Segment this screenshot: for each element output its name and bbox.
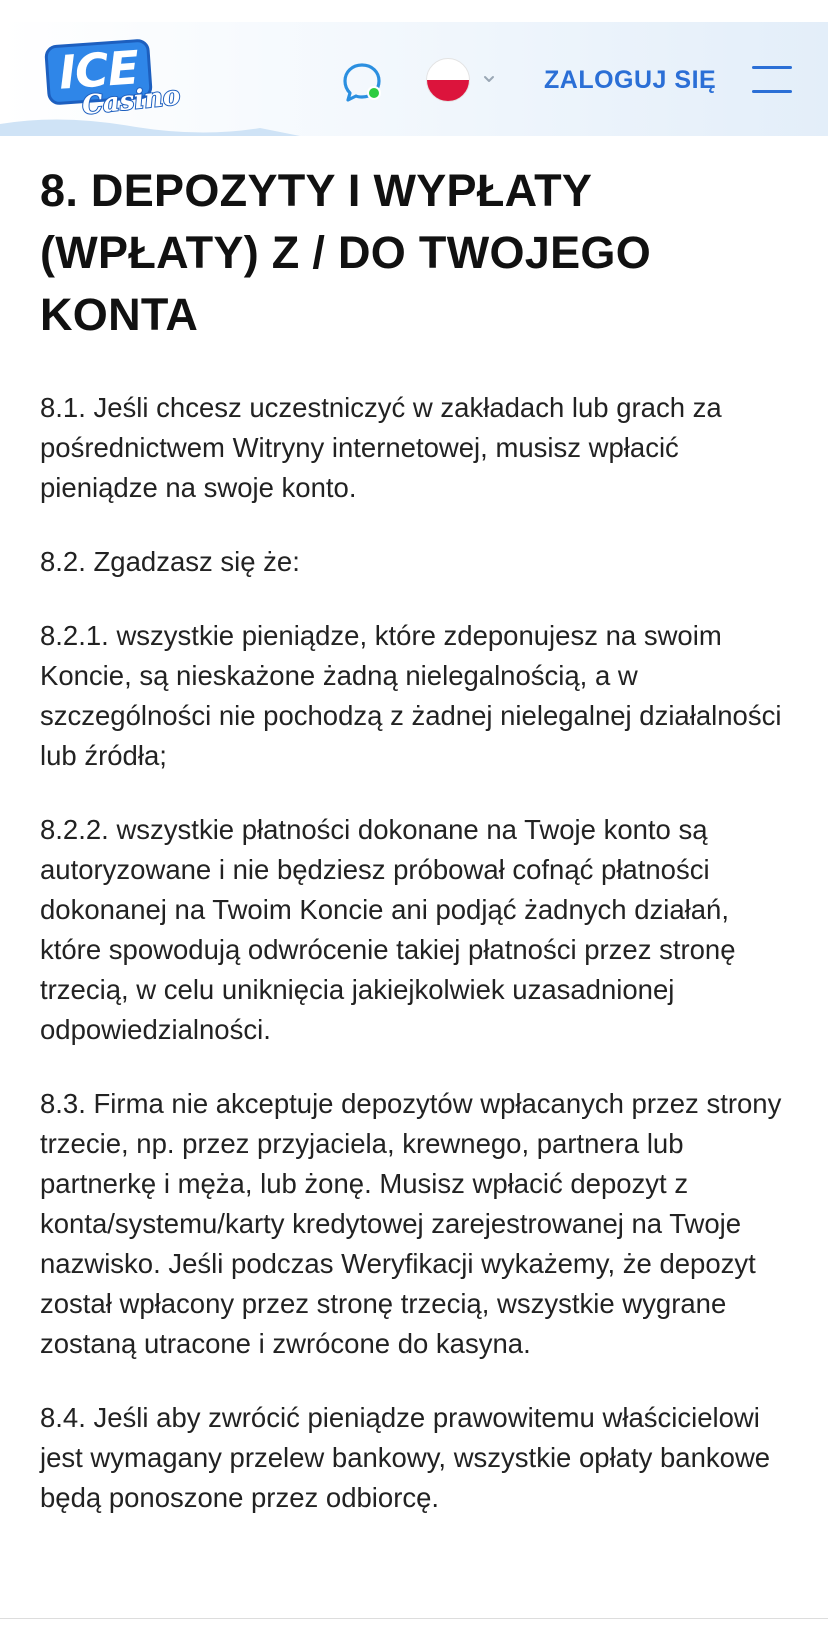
logo-ice-text: ICE: [44, 38, 153, 105]
chevron-down-icon: [482, 72, 496, 86]
login-button[interactable]: ZALOGUJ SIĘ: [544, 66, 717, 94]
ice-casino-logo[interactable]: [46, 40, 182, 122]
logo-casino-text: Casino: [80, 80, 182, 122]
chat-bubble-icon[interactable]: [340, 60, 384, 104]
paragraph-8-2-1: 8.2.1. wszystkie pieniądze, które zdeponujesz na swoim Koncie, są nieskażone żadną nielegalnością, a w szczególności nie pochodzą z żadnej nielegalnej działalności lub źródła;: [40, 620, 782, 771]
site-header: [0, 22, 828, 136]
paragraph-8-2: 8.2. Zgadzasz się że:: [40, 546, 300, 577]
bottom-divider: [0, 1618, 828, 1619]
hamburger-menu-icon[interactable]: [752, 62, 794, 98]
paragraph-8-2-2: 8.2.2. wszystkie płatności dokonane na Twoje konto są autoryzowane i nie będziesz próbował cofnąć płatności dokonanej na Twoim Koncie ani podjąć żadnych działań, które spowodują odwrócenie takiej płatności przez stronę trzecią, w celu uniknięcia jakiejkolwiek uzasadnionej odpowiedzialności.: [40, 814, 736, 1045]
language-selector[interactable]: [426, 58, 502, 102]
article-content: [40, 160, 792, 1552]
paragraph-8-3: 8.3. Firma nie akceptuje depozytów wpłacanych przez strony trzecie, np. przez przyjaciela, krewnego, partnera lub partnerkę i męża, lub żonę. Musisz wpłacić depozyt z konta/systemu/karty kredytowej zarejestrowanej na Twoje nazwisko. Jeśli podczas Weryfikacji wykażemy, że depozyt został wpłacony przez stronę trzecią, wszystkie wygrane zostaną utracone i zwrócone do kasyna.: [40, 1088, 782, 1359]
paragraph-8-1: 8.1. Jeśli chcesz uczestniczyć w zakładach lub grach za pośrednictwem Witryny internetowej, musisz wpłacić pieniądze na swoje konto.: [40, 392, 722, 503]
poland-flag-icon: [426, 58, 470, 102]
page-title: 8. DEPOZYTY I WYPŁATY (WPŁATY) Z / DO TWOJEGO KONTA: [40, 165, 652, 340]
paragraph-8-4: 8.4. Jeśli aby zwrócić pieniądze prawowitemu właścicielowi jest wymagany przelew bankowy, wszystkie opłaty bankowe będą ponoszone przez odbiorcę.: [40, 1402, 771, 1513]
